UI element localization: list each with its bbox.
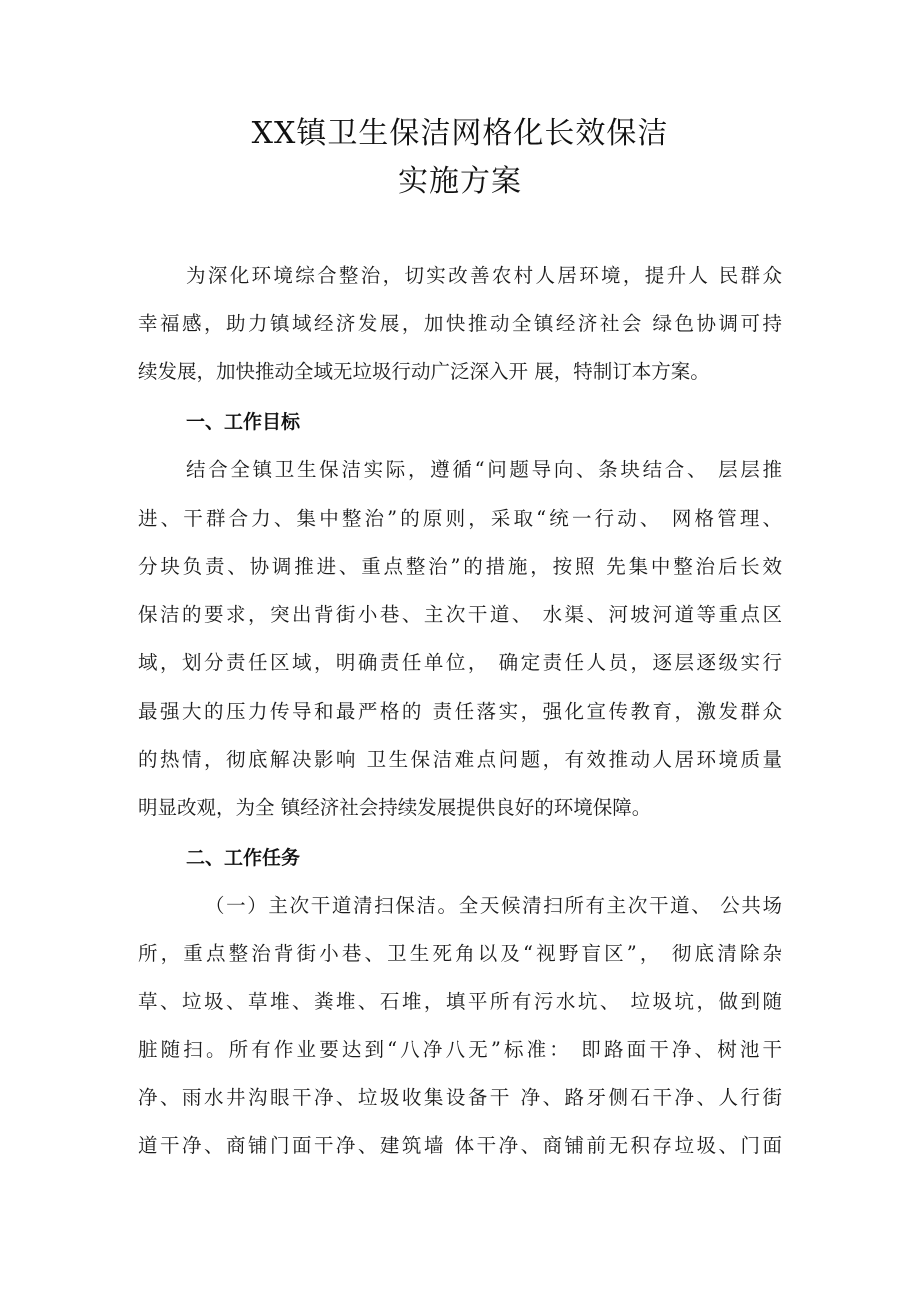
section1-line: 域，划分责任区域，明确责任单位， 确定责任人员，逐层逐级实行 [138, 651, 782, 674]
intro-line: 续发展，加快推动全域无垃圾行动广泛深入开 展，特制订本方案。 [138, 360, 710, 383]
section1-line: 结合全镇卫生保洁实际，遵循“问题导向、条块结合、 层层推 [186, 458, 782, 481]
intro-line: 幸福感，助力镇域经济发展，加快推动全镇经济社会 绿色协调可持 [138, 312, 782, 335]
section-heading-tasks: 二、工作任务 [186, 847, 301, 869]
document-title-line2: 实施方案 [398, 164, 522, 199]
intro-line: 为深化环境综合整治，切实改善农村人居环境，提升人 民群众 [186, 264, 782, 287]
section1-line: 进、干群合力、集中整治”的原则，采取“统一行动、 网格管理、 [138, 507, 782, 530]
section-heading-goals: 一、工作目标 [186, 411, 301, 433]
section1-line: 的热情，彻底解决影响 卫生保洁难点问题，有效推动人居环境质量 [138, 748, 782, 771]
section2-line: 净、雨水井沟眼干净、垃圾收集设备干 净、路牙侧石干净、人行街 [138, 1086, 782, 1109]
section2-line: 所，重点整治背街小巷、卫生死角以及“视野盲区”， 彻底清除杂 [138, 942, 782, 965]
section1-line: 分块负责、协调推进、重点整治”的措施，按照 先集中整治后长效 [138, 555, 782, 578]
section2-line: 草、垃圾、草堆、粪堆、石堆，填平所有污水坑、 垃圾坑，做到随 [138, 990, 782, 1013]
section1-line: 明显改观，为全 镇经济社会持续发展提供良好的环境保障。 [138, 796, 652, 819]
section1-line: 最强大的压力传导和最严格的 责任落实，强化宣传教育，激发群众 [138, 700, 782, 723]
document-title-line1: XX镇卫生保洁网格化长效保洁 [251, 116, 669, 151]
section1-line: 保洁的要求，突出背街小巷、主次干道、 水渠、河坡河道等重点区 [138, 603, 782, 626]
section2-line: （一）主次干道清扫保洁。全天候清扫所有主次干道、 公共场 [205, 894, 782, 917]
section2-line: 道干净、商铺门面干净、建筑墙 体干净、商铺前无积存垃圾、门面 [138, 1134, 782, 1157]
section2-line: 脏随扫。所有作业要达到“八净八无”标准： 即路面干净、树池干 [138, 1038, 782, 1061]
